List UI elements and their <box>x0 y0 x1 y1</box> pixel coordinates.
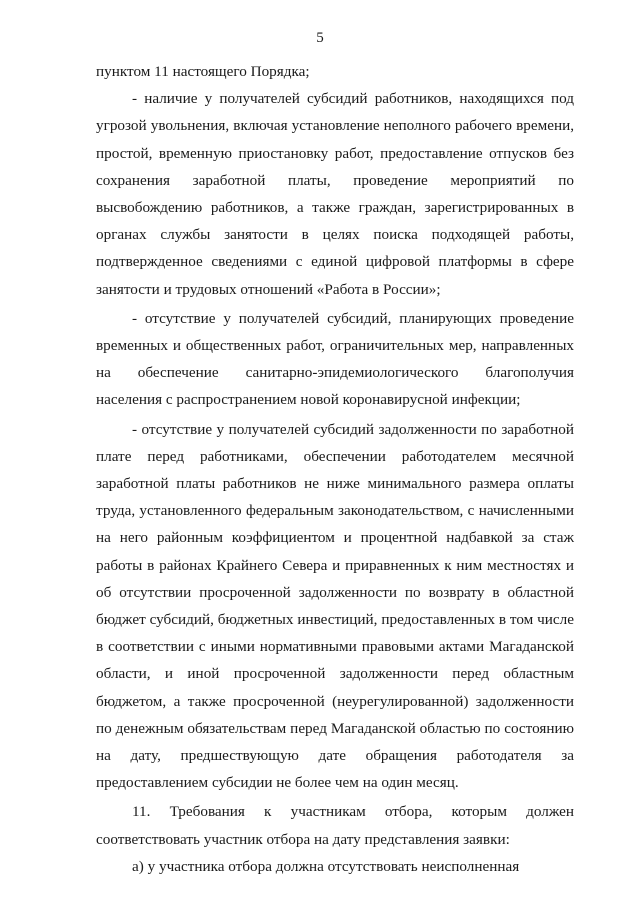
paragraph-employees-threat: - наличие у получателей субсидий работников, находящихся под угрозой увольнения, включая установление неполного рабочего времени, простой, временную приостановку работ, предоставление отпусков без сохранения заработной платы, проведение мероприятий по высвобождению работников, а также граждан, зарегистрированных в органах службы занятости в целях поиска подходящей работы, подтвержденное сведениями с единой цифровой платформы в сфере занятости и трудовых отношений «Работа в России»; <box>96 90 574 298</box>
paragraph-continuation: пунктом 11 настоящего Порядка; <box>96 63 310 80</box>
paragraph-restrictive-measures: - отсутствие у получателей субсидий, планирующих проведение временных и общественных работ, ограничительных мер, направленных на обеспечение санитарно-эпидемиологического благополучия населения с распространением новой коронавирусной инфекции; <box>96 309 574 409</box>
paragraph-requirements: 11. Требования к участникам отбора, которым должен соответствовать участник отбора на дату представления заявки: <box>96 803 574 848</box>
document-body <box>96 58 574 880</box>
paragraph-item-a: а) у участника отбора должна отсутствовать неисполненная <box>132 857 520 875</box>
paragraph-no-debt: - отсутствие у получателей субсидий задолженности по заработной плате перед работниками, обеспечении работодателем месячной заработной платы работников не ниже минимального размера оплаты труда, установленного федеральным законодательством, с начисленными на него районным коэффициентом и процентной надбавкой за стаж работы в районах Крайнего Севера и приравненных к ним местностях и об отсутствии просроченной задолженности по возврату в областной бюджет субсидий, бюджетных инвестиций, предоставленных в том числе в соответствии с иными нормативными правовыми актами Магаданской области, и иной просроченной задолженности перед областным бюджетом, а также просроченной (неурегулированной) задолженности по денежным обязательствам перед Магаданской областью по состоянию на дату, предшествующую дате обращения работодателя за предоставлением субсидии не более чем на один месяц. <box>96 420 574 792</box>
page-number: 5 <box>316 30 324 46</box>
